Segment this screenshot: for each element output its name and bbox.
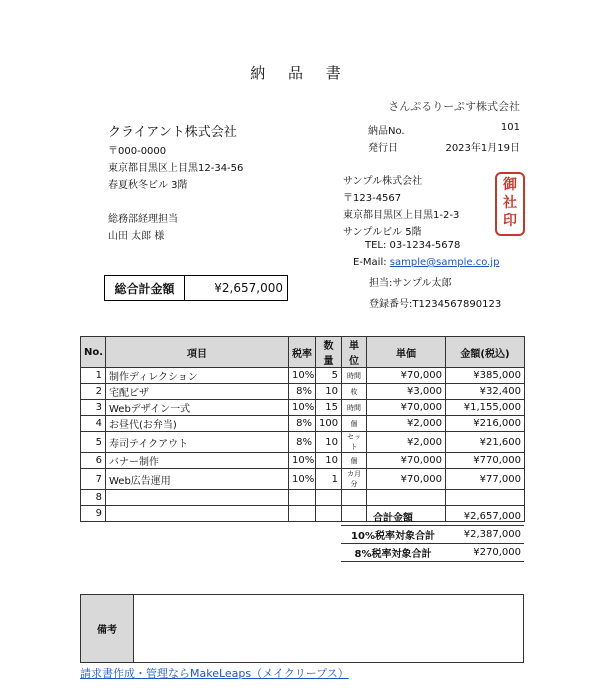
supplier-person: 担当:サンプル太郎 [369, 278, 452, 289]
cell-item: Web広告運用 [106, 469, 289, 490]
client-person: 山田 太郎 様 [108, 231, 165, 242]
remarks-content[interactable] [134, 595, 523, 662]
supplier-mail-row [343, 257, 501, 274]
table-row [81, 384, 525, 400]
header-unit: 単位 [342, 337, 367, 368]
items-table [80, 336, 525, 522]
seal-char: 社 [503, 195, 517, 211]
cell-price: ¥70,000 [367, 400, 446, 416]
header-price: 単価 [367, 337, 446, 368]
total-label: 総合計金額 [105, 276, 185, 300]
makeleaps-link[interactable]: 請求書作成・管理ならMakeLeaps（メイクリープス） [80, 667, 349, 680]
cell-no: 1 [81, 368, 106, 384]
cell-qty: 15 [316, 400, 342, 416]
header-no: No. [81, 337, 106, 368]
cell-qty: 10 [316, 432, 342, 453]
sender-company: さんぷるりーぷす株式会社 [388, 100, 520, 113]
cell-price: ¥2,000 [367, 432, 446, 453]
cell-unit: 時間 [342, 368, 367, 384]
cell-item: 制作ディレクション [106, 368, 289, 384]
doc-no-value: 101 [500, 122, 520, 133]
cell-item [106, 506, 289, 522]
document-title: 納 品 書 [250, 64, 350, 82]
client-name: クライアント株式会社 [108, 125, 237, 140]
cell-price [367, 490, 446, 506]
summary-value: ¥2,387,000 [445, 526, 524, 544]
client-dept: 総務部経理担当 [108, 214, 178, 225]
cell-amount: ¥32,400 [446, 384, 525, 400]
cell-amount: ¥770,000 [446, 453, 525, 469]
mail-label: E-Mail: [353, 257, 387, 268]
cell-no: 6 [81, 453, 106, 469]
cell-unit: セット [342, 432, 367, 453]
cell-amount: ¥1,155,000 [446, 400, 525, 416]
cell-tax: 10% [289, 453, 316, 469]
table-row [81, 469, 525, 490]
cell-qty: 100 [316, 416, 342, 432]
summary-label: 10%税率対象合計 [341, 526, 445, 544]
table-row [81, 490, 525, 506]
client-address2: 春夏秋冬ビル 3階 [108, 180, 188, 191]
supplier-block [343, 172, 501, 312]
cell-price: ¥2,000 [367, 416, 446, 432]
cell-qty [316, 490, 342, 506]
cell-tax [289, 490, 316, 506]
cell-tax [289, 506, 316, 522]
remarks-label: 備考 [81, 595, 134, 662]
cell-unit: 個 [342, 453, 367, 469]
cell-item: バナー制作 [106, 453, 289, 469]
cell-amount [446, 490, 525, 506]
seal-char: 印 [503, 213, 517, 229]
summary-row [341, 508, 524, 526]
cell-item: 宅配ピザ [106, 384, 289, 400]
cell-qty: 5 [316, 368, 342, 384]
cell-tax: 10% [289, 469, 316, 490]
cell-price: ¥70,000 [367, 453, 446, 469]
summary-value: ¥2,657,000 [445, 508, 524, 526]
client-postal: 〒000-0000 [108, 146, 167, 157]
doc-no-label: 納品No. [368, 126, 405, 137]
client-address1: 東京都目黒区上目黒12-34-56 [108, 163, 244, 174]
summary-label: 合計金額 [341, 508, 445, 526]
total-value: ¥2,657,000 [214, 281, 283, 295]
summary-row [341, 544, 524, 562]
table-row [81, 368, 525, 384]
table-row [81, 432, 525, 453]
cell-amount: ¥21,600 [446, 432, 525, 453]
cell-unit: 時間 [342, 400, 367, 416]
supplier-postal: 〒123-4567 [343, 193, 402, 204]
table-header-row [81, 337, 525, 368]
seal-char: 御 [503, 177, 517, 193]
cell-tax: 8% [289, 432, 316, 453]
cell-qty: 1 [316, 469, 342, 490]
cell-amount: ¥385,000 [446, 368, 525, 384]
cell-no: 9 [81, 506, 106, 522]
cell-amount: ¥216,000 [446, 416, 525, 432]
cell-unit: 個 [342, 416, 367, 432]
cell-tax: 10% [289, 368, 316, 384]
summary-row [341, 526, 524, 544]
header-amount: 金額(税込) [446, 337, 525, 368]
cell-item: お昼代(お弁当) [106, 416, 289, 432]
cell-no: 7 [81, 469, 106, 490]
issue-date-label: 発行日 [368, 143, 398, 154]
cell-unit [342, 490, 367, 506]
cell-unit: 枚 [342, 384, 367, 400]
cell-no: 2 [81, 384, 106, 400]
cell-no: 3 [81, 400, 106, 416]
header-qty: 数量 [316, 337, 342, 368]
total-amount-box [104, 275, 288, 301]
cell-item: 寿司テイクアウト [106, 432, 289, 453]
doc-info [368, 122, 520, 156]
cell-price: ¥70,000 [367, 469, 446, 490]
cell-tax: 8% [289, 384, 316, 400]
summary-value: ¥270,000 [445, 544, 524, 562]
issue-date-value: 2023年1月19日 [445, 143, 520, 154]
cell-no: 5 [81, 432, 106, 453]
supplier-tel: TEL: 03-1234-5678 [365, 240, 461, 251]
table-row [81, 453, 525, 469]
cell-item [106, 490, 289, 506]
cell-price: ¥70,000 [367, 368, 446, 384]
supplier-address2: サンプルビル 5階 [343, 227, 422, 238]
mail-link[interactable]: sample@sample.co.jp [389, 257, 500, 268]
cell-amount: ¥77,000 [446, 469, 525, 490]
cell-qty: 10 [316, 384, 342, 400]
cell-price: ¥3,000 [367, 384, 446, 400]
table-row [81, 416, 525, 432]
company-seal [495, 172, 525, 236]
summary-label: 8%税率対象合計 [341, 544, 445, 562]
cell-item: Webデザイン一式 [106, 400, 289, 416]
cell-no: 4 [81, 416, 106, 432]
cell-no: 8 [81, 490, 106, 506]
header-tax: 税率 [289, 337, 316, 368]
cell-qty [316, 506, 342, 522]
cell-unit: カ月分 [342, 469, 367, 490]
remarks-box [80, 594, 524, 663]
registration-number: 登録番号:T1234567890123 [369, 299, 502, 310]
supplier-address1: 東京都目黒区上目黒1-2-3 [343, 210, 460, 221]
cell-tax: 8% [289, 416, 316, 432]
supplier-name: サンプル株式会社 [343, 176, 423, 187]
cell-qty: 10 [316, 453, 342, 469]
table-row [81, 400, 525, 416]
header-item: 項目 [106, 337, 289, 368]
summary-table [341, 508, 524, 562]
cell-tax: 10% [289, 400, 316, 416]
